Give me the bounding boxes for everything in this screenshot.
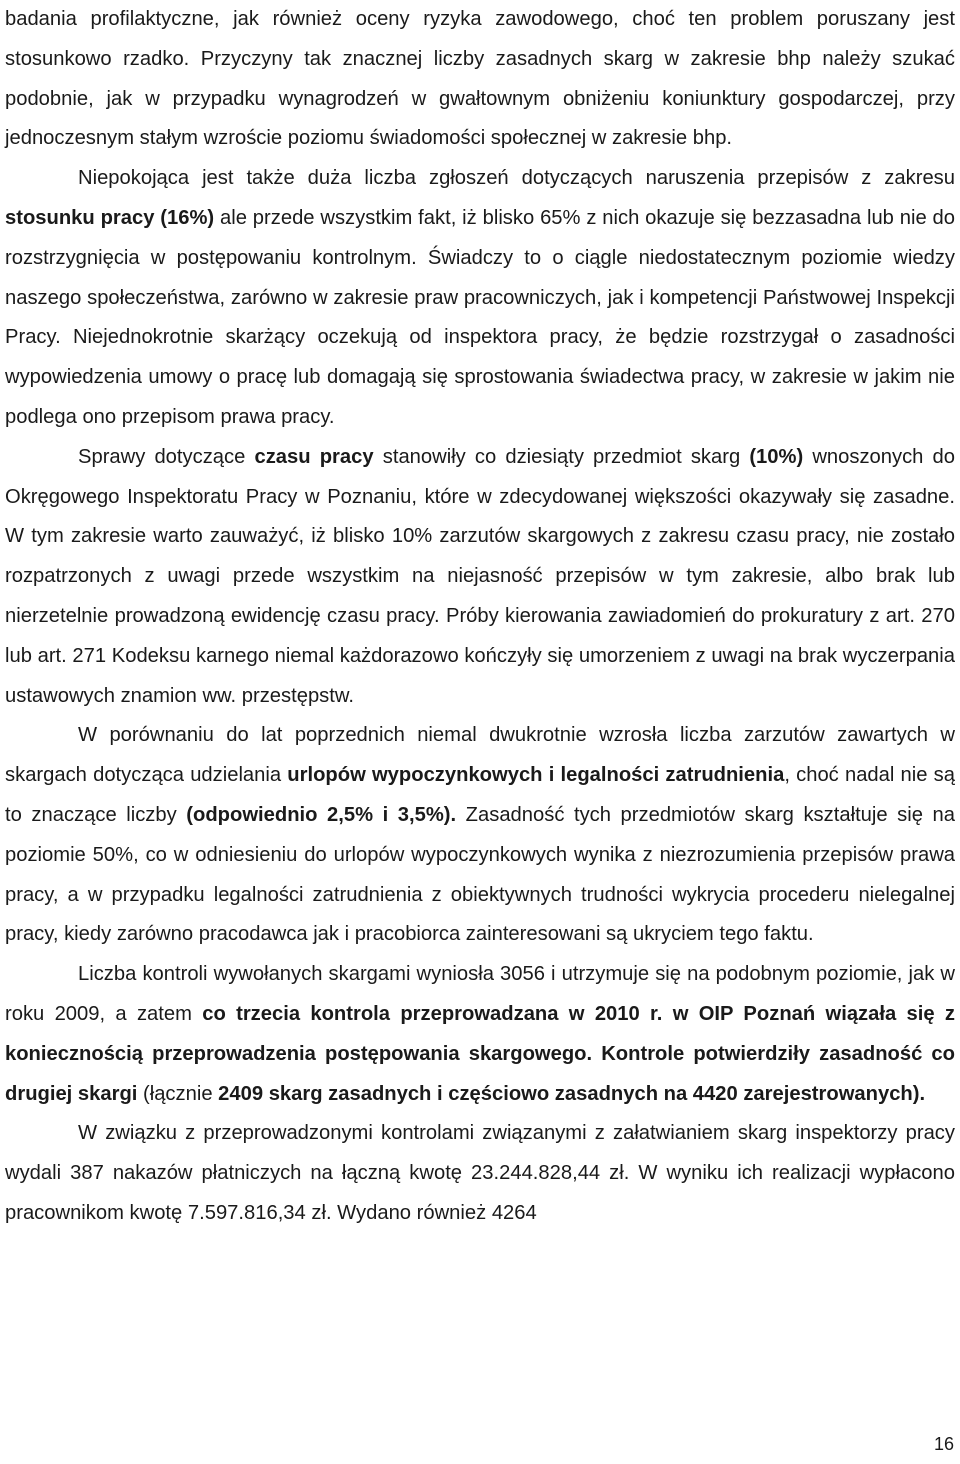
text: ale przede wszystkim fakt, iż blisko 65% z nich okazuje się bezzasadna lub nie do rozstrzygnięcia w postępowaniu kontrolnym. Świadczy to o ciągle niedostatecznym poziomie wiedzy naszego społeczeństwa, zarówno w zakresie praw pracowniczych, jak i kompetencji Państwowej Inspekcji Pracy. Niejednokrotnie skarżący oczekują od inspektora pracy, że będzie rozstrzygał o zasadności wypowiedzenia umowy o pracę lub domagają się sprostowania świadectwa pracy, w zakresie w jakim nie podlega ono przepisom prawa pracy. [5, 206, 956, 428]
text: stanowiły co dziesiąty przedmiot skarg [373, 445, 750, 468]
text: , choć nadal nie są to znaczące liczby [5, 764, 956, 826]
text: (łącznie [137, 1082, 219, 1105]
text: W związku z przeprowadzonymi kontrolami związanymi z załatwianiem skarg inspektorzy pracy wydali 387 nakazów płatniczych na łączną kwotę 23.244.828,44 zł. W wyniku ich realizacji wypłacono pracownikom kwotę 7.597.816,34 zł. Wydano również 4264 [5, 1122, 955, 1224]
bold-text: 2409 skarg zasadnych i częściowo zasadnych na 4420 zarejestrowanych). [218, 1082, 926, 1105]
bold-text: urlopów wypoczynkowych i legalności zatrudnienia [287, 764, 785, 787]
text: Zasadność tych przedmiotów skarg kształtuje się na poziomie 50%, co w odniesieniu do urlopów wypoczynkowych wynika z niezrozumienia przepisów prawa pracy, a w przypadku legalności zatrudnienia z obiektywnych trudności wykrycia procederu nielegalnej pracy, kiedy zarówno pracodawca jak i pracobiorca zainteresowani są ukryciem tego faktu. [5, 803, 955, 946]
text: Sprawy dotyczące [78, 445, 255, 468]
bold-text: co trzecia kontrola przeprowadzana w 2010 r. w OIP Poznań wiązała się z koniecznością przeprowadzenia postępowania skargowego. Kontrole potwierdziły zasadność co drugiej skargi [5, 1002, 955, 1105]
text: Liczba kontroli wywołanych skargami wyniosła 3056 i utrzymuje się na podobnym poziomie, jak w roku 2009, a zatem [5, 963, 955, 1025]
paragraph [5, 716, 955, 955]
document-body [5, 0, 955, 1234]
bold-text: stosunku pracy (16%) [5, 206, 215, 229]
bold-text: (10%) [749, 445, 804, 468]
text: badania profilaktyczne, jak również oceny ryzyka zawodowego, choć ten problem poruszany jest stosunkowo rzadko. Przyczyny tak znacznej liczby zasadnych skarg w zakresie bhp należy szukać podobnie, jak w przypadku wynagrodzeń w gwałtownym obniżeniu koniunktury gospodarczej, przy jednoczesnym stałym wzroście poziomu świadomości społecznej w zakresie bhp. [5, 8, 955, 150]
text: wnoszonych do Okręgowego Inspektoratu Pracy w Poznaniu, które w zdecydowanej większości okazywały się zasadne. W tym zakresie warto zauważyć, iż blisko 10% zarzutów skargowych z zakresu czasu pracy, nie zostało rozpatrzonych z uwagi przede wszystkim na niejasność przepisów w tym zakresie, albo brak lub nierzetelnie prowadzoną ewidencję czasu pracy. Próby kierowania zawiadomień do prokuratury z art. 270 lub art. 271 Kodeksu karnego niemal każdorazowo kończyły się umorzeniem z uwagi na brak wyczerpania ustawowych znamion ww. przestępstw. [5, 445, 956, 707]
text: Niepokojąca jest także duża liczba zgłoszeń dotyczących naruszenia przepisów z zakresu [78, 167, 955, 190]
paragraph [5, 955, 955, 1114]
paragraph [5, 0, 955, 159]
paragraph [5, 159, 955, 438]
paragraph [5, 1114, 955, 1233]
bold-text: (odpowiednio 2,5% i 3,5%). [186, 803, 457, 826]
page-number: 16 [933, 1434, 954, 1454]
paragraph [5, 438, 955, 717]
text: W porównaniu do lat poprzednich niemal dwukrotnie wzrosła liczba zarzutów zawartych w skargach dotycząca udzielania [5, 724, 955, 787]
bold-text: czasu pracy [254, 445, 374, 468]
